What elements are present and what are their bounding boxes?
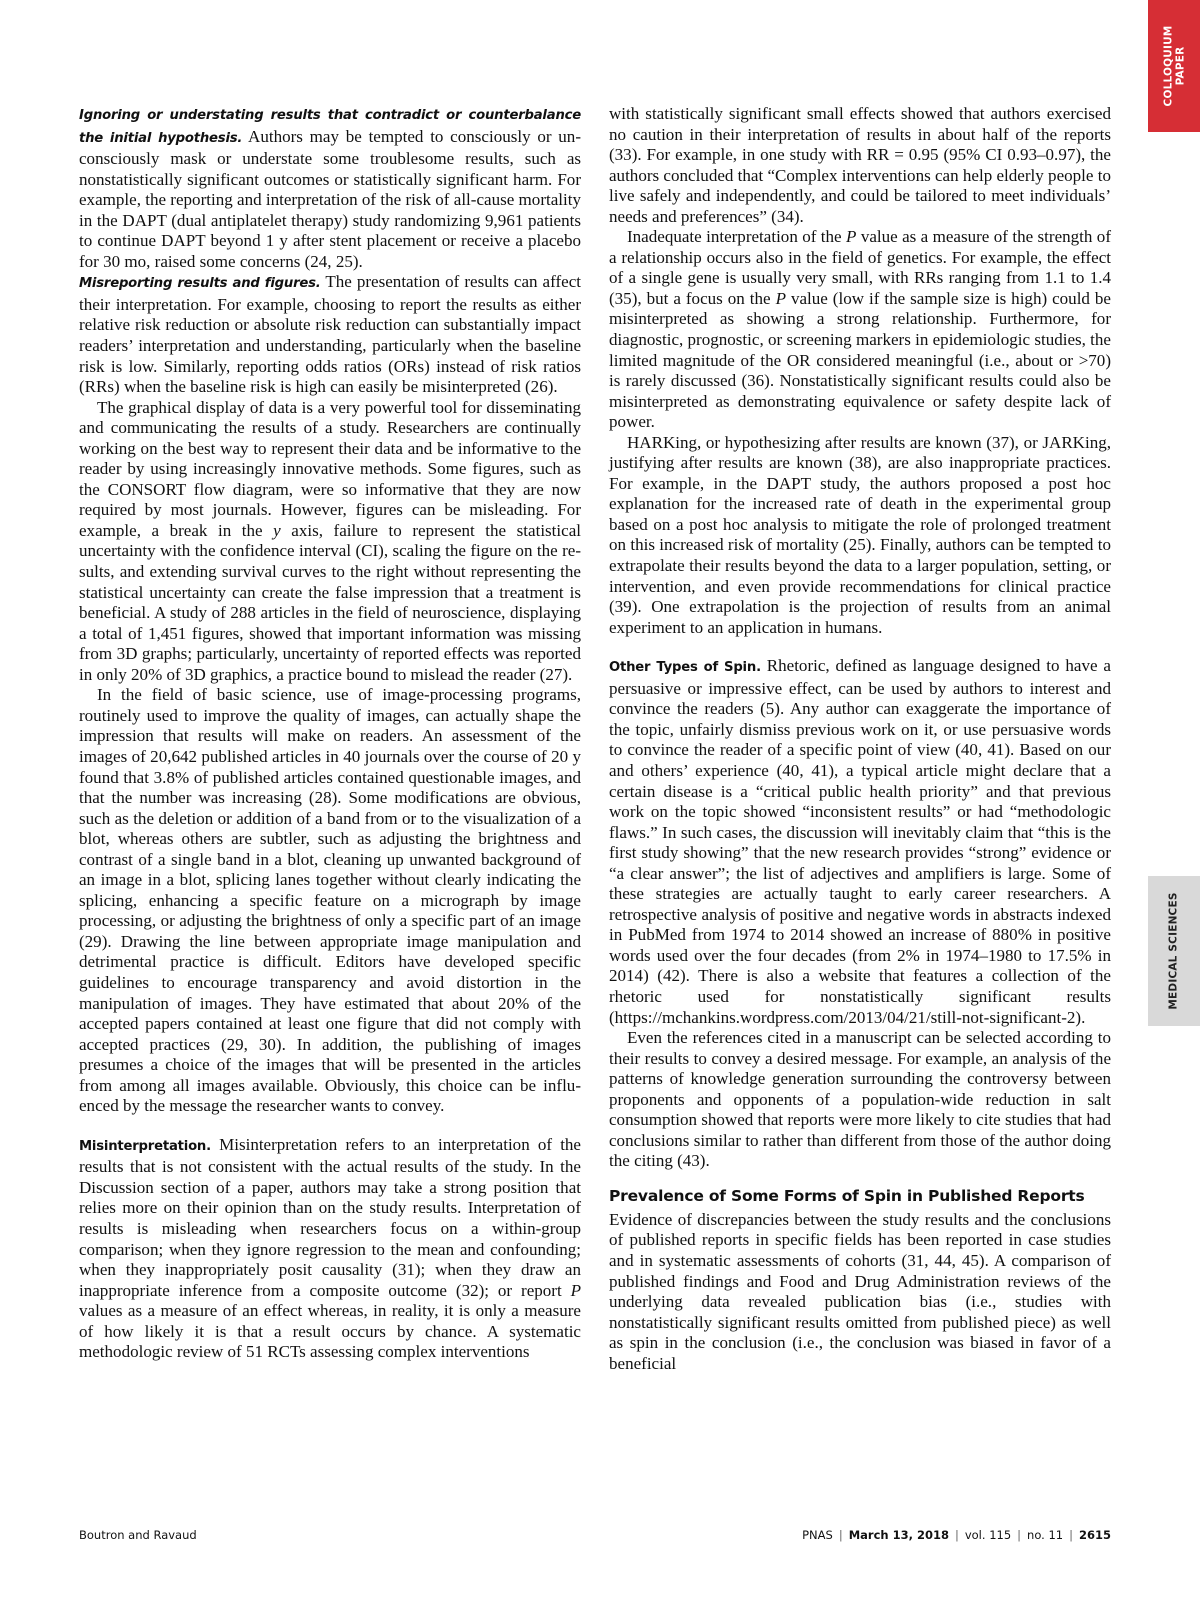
text-misinterpretation-p: P bbox=[570, 1280, 581, 1300]
text-graphical-1: The graphical display of data is a very powerful tool for disseminating and communicating the results of a study. Researchers are continually working on the best way to represent their data and be informative to the reader by using increasingly innovative methods. Some figures, such as the CONSORT flow diagram, were so informative that they are now required by most journals. However, figures can be misleading. For example, a break in the bbox=[79, 397, 581, 540]
text-graphical-2: axis, failure to represent the statistical uncertainty with the confidence interval (CI), scaling the figure on the results, and extending survival curves to the right without representing the statistical uncertainty can create the false impression that a treatment is beneficial. A study of 288 articles in the field of neuroscience, displaying a total of 1,451 figures, showed that important information was missing from 3D graphs; particularly, uncertainty of reported effects was reported in only 20% of 3D graphics, a practice bound to mislead the reader (27). bbox=[79, 520, 581, 684]
heading-misinterpretation: Misinterpretation. bbox=[79, 1138, 211, 1154]
heading-ignoring-results: Ignoring or understating results that contradict or counterbalance the initial hypothesis. bbox=[79, 108, 581, 146]
colloquium-tab-line1: COLLOQUIUM bbox=[1162, 25, 1174, 107]
footer-page-number: 2615 bbox=[1078, 1528, 1111, 1542]
footer-volume: vol. 115 bbox=[964, 1528, 1012, 1542]
right-column bbox=[609, 104, 1111, 1374]
heading-other-types-of-spin: Other Types of Spin. bbox=[609, 660, 761, 676]
footer-issue: no. 11 bbox=[1027, 1528, 1064, 1542]
footer-journal: PNAS bbox=[802, 1528, 833, 1542]
paragraph-graphical-display bbox=[79, 398, 581, 686]
left-column bbox=[79, 104, 581, 1363]
text-inadequate-1: Inadequate interpretation of the bbox=[627, 227, 847, 247]
paragraph-basic-science: In the field of basic science, use of image-processing programs, routinely used to improve the quality of images, can actually shape the impression that results will make on readers. An assessment of the images of 20,642 published articles in 40 journals over the course of 20 y found that 3.8% of published articles contained questionable images, and that the number was increasing (28). Some modifications are obvious, such as the deletion or addition of a band from or to the visualization of a blot, whereas others are subtler, such as adjusting the brightness and contrast of a single band in a blot, cleaning up unwanted background of an image in a blot, splicing lanes together without clearly indicating the splicing, enhancing a specific feature on a micrograph by image processing, or adjusting the brightness of only a specific part of an image (29). Drawing the line between appropriate image manipulation and detrimental practice is difficult. Editors have developed specific guidelines to encourage transparency and avoid distortion in the manipulation of images. They have estimated that about 20% of the accepted papers contained at least one figure that did not comply with accepted practices (29, 30). In addition, the publishing of images presumes a choice of the images that will be presented in the articles from among all images available. Obviously, this choice can be influenced by the message the researcher wants to convey. bbox=[79, 685, 581, 1116]
paragraph-misinterpretation bbox=[79, 1135, 581, 1363]
text-inadequate-p-b: P bbox=[775, 288, 786, 308]
paragraph-other-types-of-spin bbox=[609, 656, 1111, 1028]
text-inadequate-2: value as a measure of the strength of a relationship occurs also in the field of genetics. For example, the effect of a single gene is usually very small, with RRs ranging from 1.1 to 1.4 (35), but a focus on the bbox=[609, 227, 1111, 308]
footer-authors: Boutron and Ravaud bbox=[79, 1528, 197, 1542]
paragraph-inadequate-interpretation bbox=[609, 227, 1111, 432]
paragraph-ignoring-results bbox=[79, 104, 581, 272]
paragraph-prevalence: Evidence of discrepancies between the study results and the conclusions of published reports in specific fields has been reported in case studies and in systematic assessments of cohorts (31, 44, 45). A comparison of published findings and Food and Drug Administration reviews of the underlying data revealed publication bias (i.e., studies with nonstatistically significant results omitted from published piece) as well as spin in the conclusion (i.e., the conclusion was biased in favor of a beneficial bbox=[609, 1209, 1111, 1373]
paragraph-misreporting bbox=[79, 272, 581, 397]
text-ignoring-results: Authors may be tempted to consciously or unconsciously mask or understate some troublesome results, such as nonstatistically significant outcomes or statistically significant harm. For example, the reporting and interpretation of the risk of all-cause mortality in the DAPT (dual antiplatelet therapy) study randomizing 9,961 patients to continue DAPT beyond 1 y after stent placement or receive a placebo for 30 mo, raised some concerns (24, 25). bbox=[79, 126, 581, 271]
section-heading-prevalence: Prevalence of Some Forms of Spin in Published Reports bbox=[609, 1186, 1085, 1205]
colloquium-tab-line2: PAPER bbox=[1174, 46, 1186, 86]
footer-citation: PNAS | March 13, 2018 | vol. 115 | no. 11 | 2615 bbox=[802, 1528, 1111, 1542]
text-misinterpretation-2: values as a measure of an effect whereas, in reality, it is only a measure of how likely it is that a result occurs by chance. A systematic methodologic review of 51 RCTs assessing complex interventions bbox=[79, 1301, 581, 1362]
text-inadequate-p: P bbox=[846, 227, 857, 247]
colloquium-paper-tab bbox=[1148, 0, 1200, 132]
text-misreporting: The presentation of results can affect their interpretation. For example, choosing to report the results as either relative risk reduction or absolute risk reduction can substantially impact readers’ interpretation and understanding, particularly when the baseline risk is low. Similarly, reporting odds ratios (ORs) instead of risk ratios (RRs) when the baseline risk is high can easily be misinterpreted (26). bbox=[79, 272, 582, 397]
heading-misreporting: Misreporting results and figures. bbox=[79, 276, 321, 292]
paragraph-harking: HARKing, or hypothesizing after results are known (37), or JARKing, justifying after results are known (38), are also inappropriate practices. For example, in the DAPT study, the authors proposed a post hoc explanation for the increased rate of death in the experimental group based on a post hoc analysis to mitigate the role of prolonged treatment on this increased risk of mortality (25). Finally, authors can be tempted to extrapolate their results beyond the data to a larger population, setting, or intervention, and even provide recommendations for clinical practice (39). One extrapolation is the projection of results from an animal experiment to an application in humans. bbox=[609, 432, 1111, 637]
text-graphical-y: y bbox=[273, 520, 281, 540]
footer-date: March 13, 2018 bbox=[848, 1528, 949, 1542]
paragraph-continuation: with statistically significant small effects showed that authors exercised no caution in their interpretation of results in about half of the reports (33). For example, in one study with RR = 0.95 (95% CI 0.93–0.97), the authors concluded that “Complex interventions can help elderly people to live safely and independently, and could be tailored to meet individuals’ needs and preferences” (34). bbox=[609, 104, 1111, 226]
text-misinterpretation-1: Misinterpretation refers to an interpretation of the results that is not consistent with the actual results of the study. In the Discussion section of a paper, authors may take a strong position that relies more on their opinion than on the study results. Interpretation of results is misleading when researchers focus on a within-group comparison; when they ignore regression to the mean and confounding; when they inappropriately posit causality (31); when they draw an inappropriate inference from a composite outcome (32); or report bbox=[79, 1134, 581, 1300]
text-other-types-of-spin: Rhetoric, defined as language designed to have a persuasive or impressive effect, can be used by authors to interest and convince the readers (5). Any author can exaggerate the importance of the topic, unfairly dismiss previous work on it, or use persuasive words to convince the reader of a specific point of view (40, 41). Based on our and others’ experience (40, 41), a typical article might declare that a certain disease is a “critical public health priority” and that previous work on the topic showed “inconsistent results” or had “methodologic flaws.” In such cases, the discussion will inevitably claim that “this is the first study showing” that the new research provides “strong” evidence or “a clear answer”; the list of adjectives and amplifiers is large. Some of these strategies are actually taught to early career researchers. A retrospective analysis of positive and negative words in abstracts indexed in PubMed from 1974 to 2014 showed an increase of 880% in positive words used over the four decades (from 2% in 1974–1980 to 17.5% in 2014) (42). There is also a website that features a collection of the rhetoric used for nonstatistically significant results (https://mchankins.wordpress.com/2013/04/21/still-not-significant-2). bbox=[609, 656, 1111, 1027]
text-inadequate-3: value (low if the sample size is high) could be misinterpreted as showing a strong relationship. Furthermore, for diagnostic, prognostic, or screening markers in epidemiologic studies, the limited magnitude of the OR considered meaningful (i.e., about or >70) is rarely discussed (36). Nonstatistically significant results could also be misinterpreted as demonstrating equivalence or safety despite lack of power. bbox=[609, 288, 1111, 432]
paragraph-references: Even the references cited in a manuscript can be selected according to their results to convey a desired message. For example, an analysis of the patterns of knowledge generation surrounding the controversy between proponents and opponents of a population-wide reduction in salt consumption showed that reports were more likely to cite studies that had conclusions similar to rather than different from those of the author doing the citing (43). bbox=[609, 1028, 1111, 1171]
section-tab-label: MEDICAL SCIENCES bbox=[1168, 892, 1181, 1010]
section-tab bbox=[1148, 876, 1200, 1026]
